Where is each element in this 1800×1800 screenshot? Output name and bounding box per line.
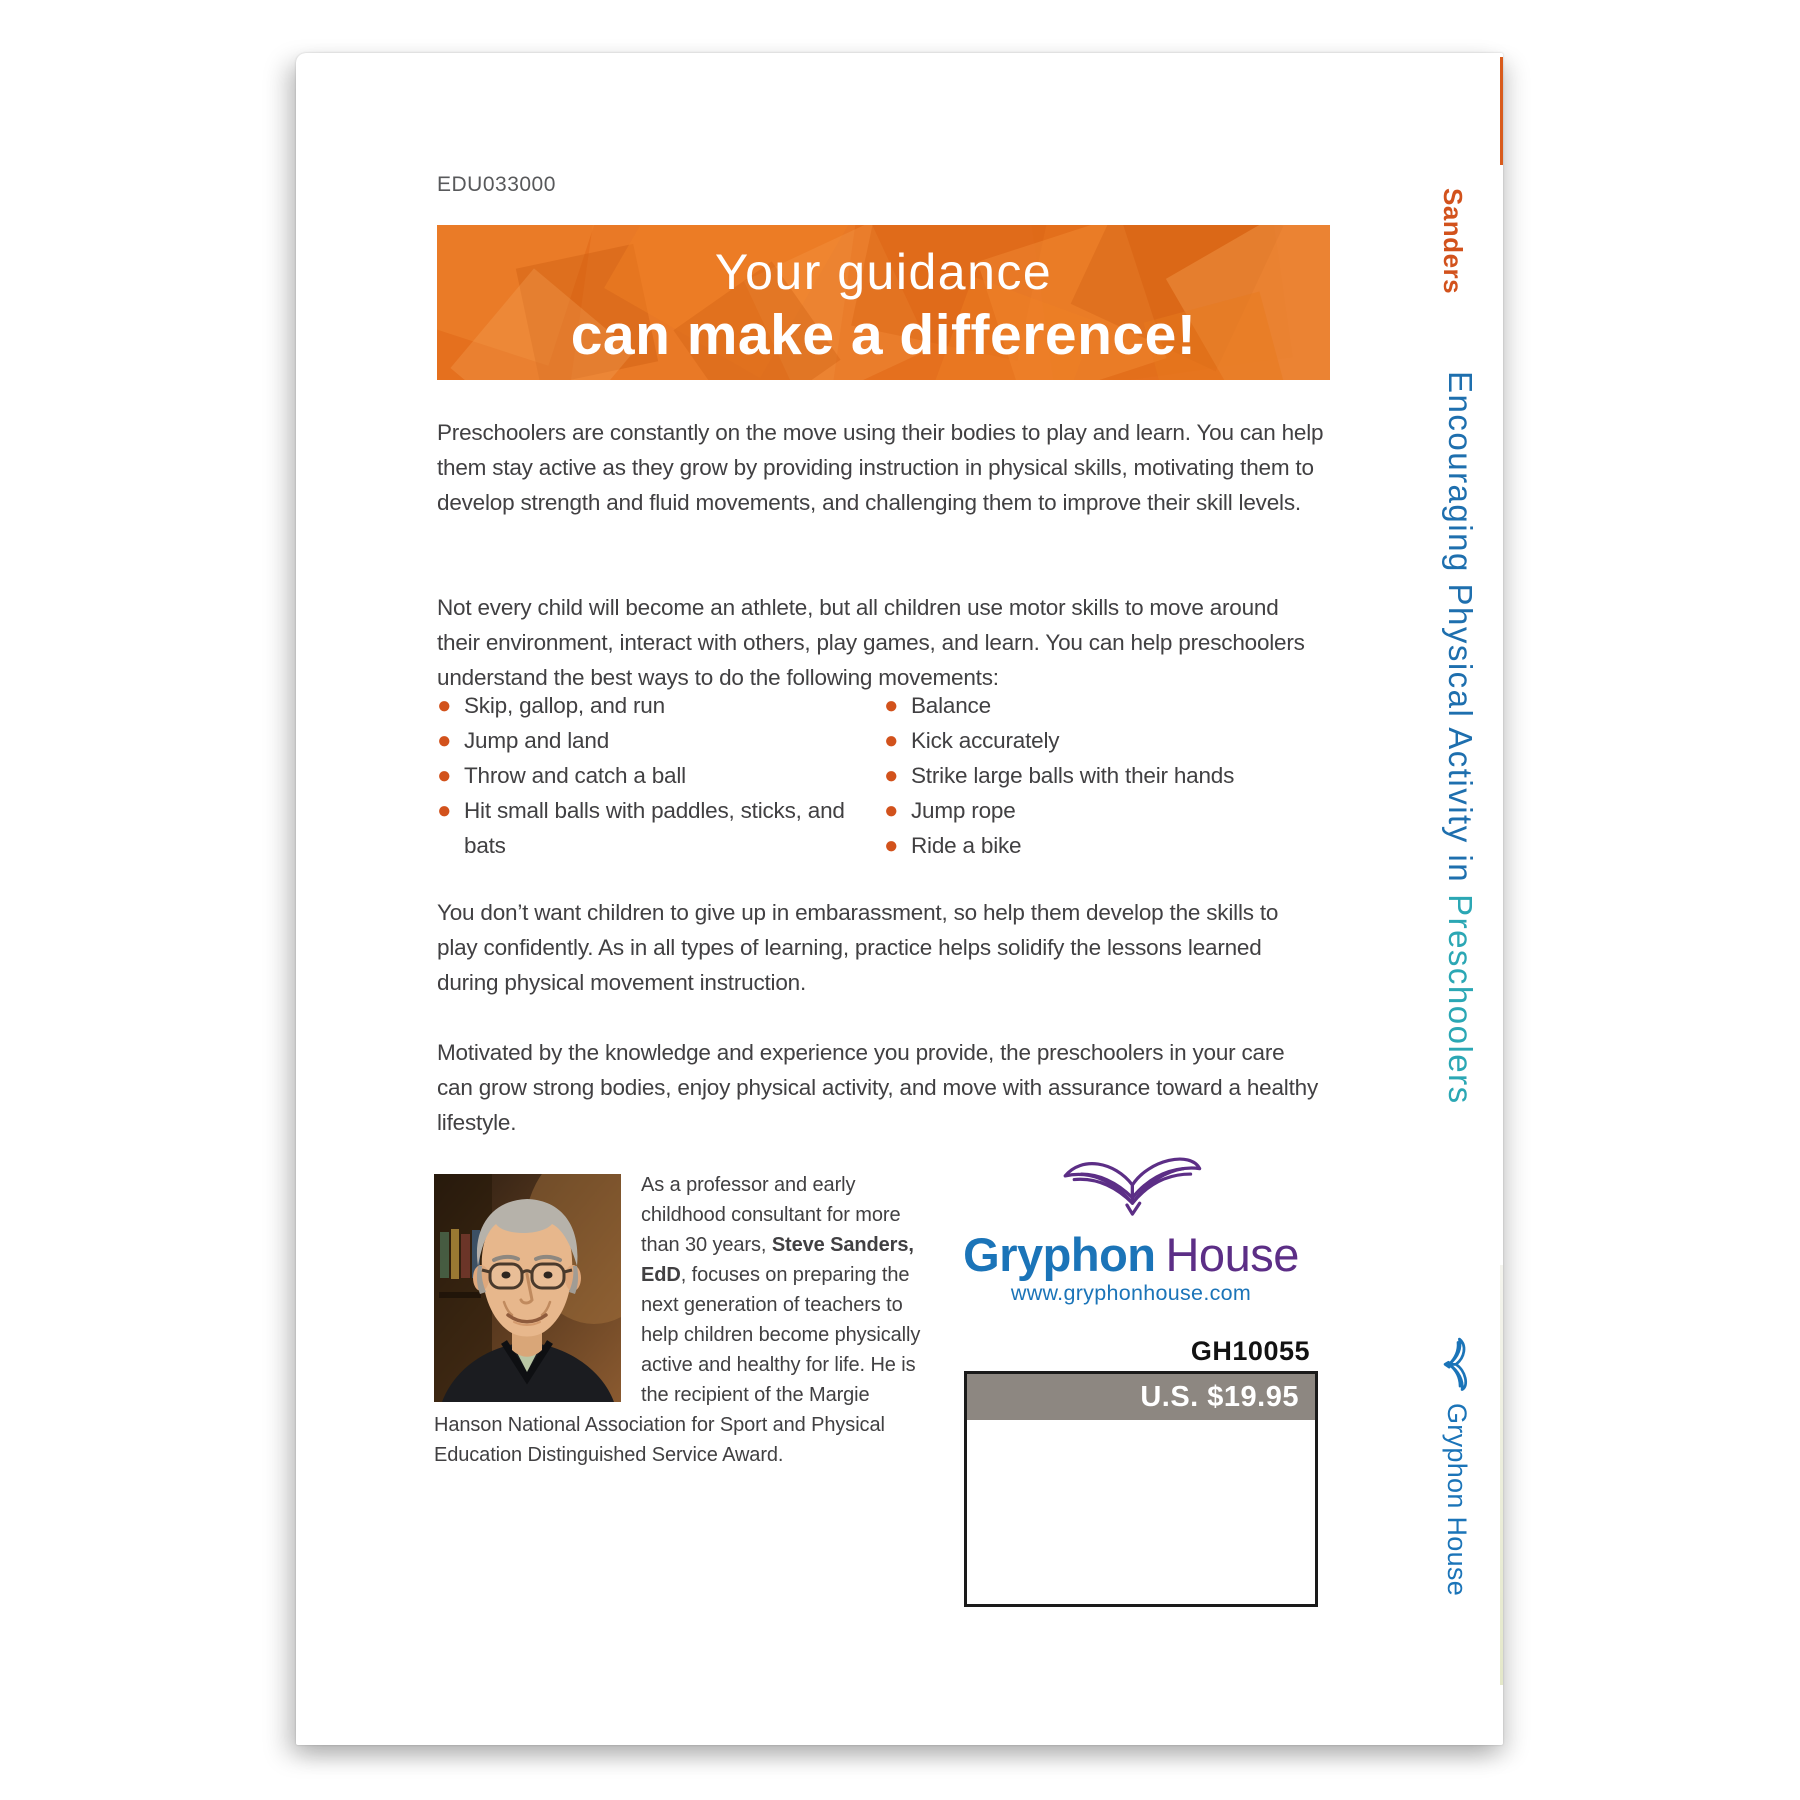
bullet-icon: ● [884, 832, 899, 859]
barcode-area [967, 1420, 1315, 1604]
publisher-name [916, 1230, 1346, 1280]
spine-edge-accent [1500, 57, 1503, 165]
spine-author-name: Sanders [1438, 188, 1468, 295]
banner-headline [437, 225, 1330, 380]
product-sku: GH10055 [1190, 1336, 1310, 1366]
bullet-icon: ● [437, 762, 452, 789]
banner-line-1: Your guidance [714, 243, 1053, 300]
spine-title-main: Encouraging Physical Activity in [1442, 371, 1479, 884]
bullet-icon: ● [884, 692, 899, 719]
open-book-icon [1442, 1335, 1472, 1393]
list-item-label: Throw and catch a ball [464, 763, 686, 788]
bullet-icon: ● [884, 797, 899, 824]
list-item-label: Hit small balls with paddles, sticks, and bats [464, 798, 845, 858]
list-item-label: Jump and land [464, 728, 610, 753]
body-paragraph-4: Motivated by the knowledge and experience you provide, the preschoolers in your care can grow strong bodies, enjoy physical activity, and move with assurance toward a healthy lifestyle. [437, 1040, 1319, 1135]
list-item [884, 688, 1330, 723]
author-name: Steve Sanders, EdD [641, 1234, 914, 1286]
body-paragraph-3: You don’t want children to give up in embarassment, so help them develop the skills to play confidently. As in all types of learning, practice helps solidify the lessons learned during physical movement instruction. [437, 900, 1279, 995]
body-paragraph-2: Not every child will become an athlete, but all children use motor skills to move around their environment, interact with others, play games, and learn. You can help preschoolers understand the best ways to do the following movements: [437, 595, 1305, 690]
list-item [884, 723, 1330, 758]
bullet-list-right [884, 688, 1330, 863]
headline-banner [437, 225, 1330, 380]
movement-skills-lists [437, 688, 1330, 863]
publisher-logo [916, 1145, 1346, 1306]
body-paragraph-1: Preschoolers are constantly on the move using their bodies to play and learn. You can help them stay active as they grow by providing instruction in physical skills, motivating them to develop strength and fluid movements, and challenging them to improve their skill levels. [437, 420, 1324, 515]
list-item [437, 723, 884, 758]
bullet-icon: ● [437, 692, 452, 719]
price-label: U.S. $19.95 [967, 1374, 1315, 1420]
spine-publisher [1441, 1335, 1472, 1596]
spine-publisher-label: Gryphon House [1442, 1403, 1472, 1597]
list-item [437, 758, 884, 793]
list-item [437, 793, 884, 863]
bio-text-part1: As a professor and early childhood consultant for more than 30 years, [641, 1174, 901, 1256]
bio-text-part2: , focuses on preparing the next generation of teachers to help children become physically active and healthy for life. He is the recipient of the Margie Hanson National Association for Sport and Physical Education Distinguished Service Award. [434, 1264, 921, 1466]
list-item [437, 688, 884, 723]
bullet-icon: ● [437, 797, 452, 824]
list-item [884, 758, 1330, 793]
bullet-list-left [437, 688, 884, 863]
page-edge [1500, 1265, 1503, 1685]
list-item-label: Jump rope [911, 798, 1016, 823]
author-bio [434, 1170, 930, 1470]
publisher-name-primary: Gryphon [963, 1228, 1156, 1281]
publisher-website: www.gryphonhouse.com [1010, 1281, 1252, 1305]
list-item-label: Ride a bike [911, 833, 1022, 858]
book-back-cover [296, 53, 1503, 1745]
list-item-label: Balance [911, 693, 991, 718]
open-book-icon [1049, 1145, 1214, 1225]
list-item-label: Skip, gallop, and run [464, 693, 665, 718]
bisac-category-code: EDU033000 [437, 173, 556, 196]
barcode-box [964, 1371, 1318, 1607]
spine-title-highlight: Preschoolers [1442, 894, 1479, 1105]
author-photo [434, 1174, 621, 1402]
bullet-icon: ● [884, 762, 899, 789]
list-item [884, 793, 1330, 828]
bullet-icon: ● [437, 727, 452, 754]
spine-book-title [1441, 371, 1479, 1105]
list-item-label: Kick accurately [911, 728, 1060, 753]
publisher-name-secondary: House [1165, 1228, 1299, 1281]
list-item-label: Strike large balls with their hands [911, 763, 1235, 788]
bullet-icon: ● [884, 727, 899, 754]
list-item [884, 828, 1330, 863]
banner-line-2: can make a difference! [570, 302, 1197, 367]
